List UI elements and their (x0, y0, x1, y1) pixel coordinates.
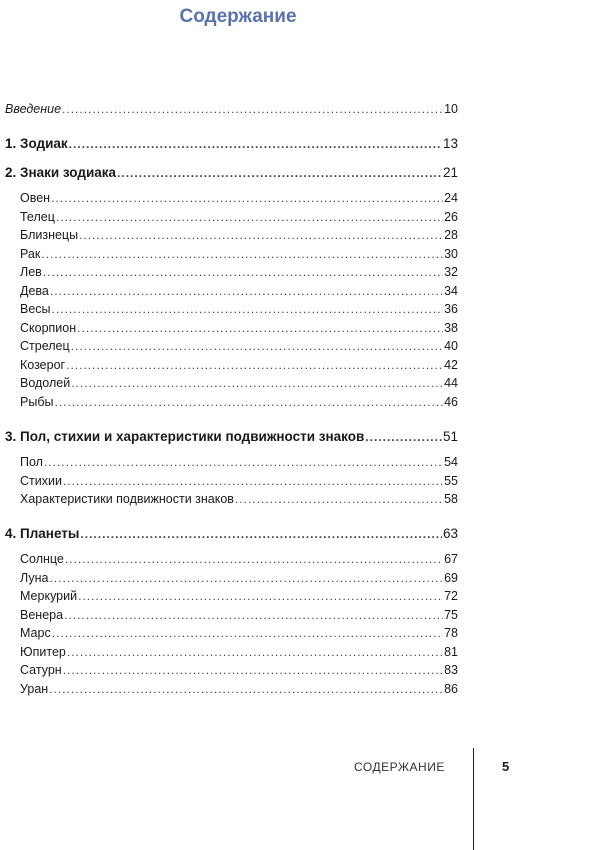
toc-entry[interactable] (20, 394, 458, 410)
toc-label: Рыбы (20, 394, 54, 409)
toc-label: Дева (20, 283, 49, 298)
toc-label: Водолей (20, 376, 71, 390)
toc-entry[interactable] (20, 551, 458, 567)
toc-entry[interactable] (20, 283, 458, 299)
toc-leader (80, 526, 442, 542)
toc-leader (65, 551, 443, 567)
toc-page: 21 (442, 165, 458, 180)
toc-label: Характеристики подвижности знаков (20, 492, 234, 506)
page-title: Содержание (179, 6, 297, 27)
toc-leader (64, 607, 443, 623)
page-number: 5 (502, 759, 510, 774)
toc-leader (235, 491, 443, 507)
toc-label: Стихии (20, 473, 62, 488)
toc-chapter-4[interactable] (5, 526, 458, 542)
toc-page: 83 (444, 663, 458, 677)
toc-page: 10 (444, 102, 458, 116)
toc-leader (43, 264, 443, 280)
toc-leader (71, 338, 443, 354)
toc-page: 30 (444, 246, 458, 261)
toc-label: Пол (20, 455, 43, 469)
toc-leader (52, 301, 444, 317)
footer-divider (473, 748, 474, 850)
toc-leader (67, 644, 443, 660)
toc-label: Сатурн (20, 663, 62, 677)
toc-page: 42 (444, 357, 458, 372)
toc-entry[interactable] (20, 588, 458, 604)
toc-entry[interactable] (20, 320, 458, 336)
toc-page: 34 (444, 283, 458, 298)
toc-leader (62, 101, 443, 117)
toc-entry[interactable] (20, 681, 458, 697)
toc-label: 4. Планеты (5, 526, 80, 541)
toc-label: Скорпион (20, 320, 77, 335)
toc-chapter-2[interactable] (5, 165, 458, 181)
toc-entry[interactable] (20, 190, 458, 206)
toc-leader (77, 320, 443, 336)
toc-label: Близнецы (20, 228, 79, 242)
toc-leader (54, 394, 443, 410)
toc-label: Венера (20, 607, 64, 622)
toc-entry[interactable] (20, 570, 458, 586)
toc-label: 2. Знаки зодиака (5, 165, 117, 180)
toc-page: 69 (444, 570, 458, 585)
toc-page: 63 (442, 526, 458, 541)
toc-label: Рак (20, 246, 41, 261)
toc-entry[interactable] (20, 491, 458, 507)
toc-entry[interactable] (20, 662, 458, 678)
toc-page: 28 (444, 228, 458, 242)
toc-page: 75 (444, 607, 458, 622)
toc-leader (71, 375, 443, 391)
toc-label: Уран (20, 681, 49, 696)
toc-entry[interactable] (20, 264, 458, 280)
toc-page: 72 (444, 589, 458, 603)
toc-entry[interactable] (20, 625, 458, 641)
toc-page: 32 (444, 265, 458, 279)
toc-leader (79, 227, 443, 243)
toc-leader (66, 357, 443, 373)
toc-entry-intro[interactable] (5, 101, 458, 117)
toc-entry[interactable] (20, 246, 458, 262)
toc-label: 3. Пол, стихии и характеристики подвижности знаков (5, 429, 365, 444)
toc-chapter-1[interactable] (5, 136, 458, 152)
toc-label: Весы (20, 302, 51, 316)
toc-page: 81 (444, 644, 458, 659)
toc-entry[interactable] (20, 301, 458, 317)
toc-page: 86 (444, 681, 458, 696)
toc-page: 55 (444, 473, 458, 488)
toc-label: Лев (20, 265, 42, 279)
toc-page: 51 (442, 429, 458, 444)
toc-label: Солнце (20, 552, 64, 566)
toc-leader (365, 429, 442, 445)
toc-leader (52, 625, 443, 641)
toc-chapter-3[interactable] (5, 429, 458, 445)
toc-page: 38 (444, 320, 458, 335)
toc-leader (117, 165, 442, 181)
toc-entry[interactable] (20, 338, 458, 354)
toc-page: 36 (444, 302, 458, 316)
toc-entry[interactable] (20, 375, 458, 391)
toc-label: Овен (20, 191, 51, 205)
toc-page: 54 (444, 455, 458, 469)
toc-page: 46 (444, 394, 458, 409)
toc-entry[interactable] (20, 607, 458, 623)
toc-page: 26 (444, 209, 458, 224)
toc-label: Козерог (20, 357, 66, 372)
toc-page: 13 (442, 136, 458, 151)
toc-leader (69, 136, 442, 152)
toc-entry[interactable] (20, 227, 458, 243)
toc-label: Телец (20, 209, 55, 224)
toc-leader (78, 588, 443, 604)
running-footer: СОДЕРЖАНИЕ (354, 760, 445, 774)
toc-leader (63, 473, 443, 489)
toc-leader (44, 454, 443, 470)
toc-label: Меркурий (20, 589, 78, 603)
toc-label: Марс (20, 626, 51, 640)
toc-page: 78 (444, 626, 458, 640)
toc-leader (49, 570, 443, 586)
toc-entry[interactable] (20, 473, 458, 489)
toc-label: Стрелец (20, 339, 70, 353)
toc-entry[interactable] (20, 644, 458, 660)
toc-label: Введение (5, 102, 62, 116)
toc-leader (56, 209, 443, 225)
toc-leader (50, 283, 443, 299)
toc-entry[interactable] (20, 454, 458, 470)
toc-leader (49, 681, 443, 697)
toc-label: Луна (20, 570, 49, 585)
toc-page: 24 (444, 191, 458, 205)
toc-leader (41, 246, 443, 262)
toc-leader (63, 662, 443, 678)
toc-page: 40 (444, 339, 458, 353)
toc-label: 1. Зодиак (5, 136, 68, 151)
toc-leader (51, 190, 443, 206)
toc-label: Юпитер (20, 644, 66, 659)
toc-entry[interactable] (20, 209, 458, 225)
toc-page: 44 (444, 376, 458, 390)
toc-page: 58 (444, 492, 458, 506)
toc-page: 67 (444, 552, 458, 566)
toc-entry[interactable] (20, 357, 458, 373)
